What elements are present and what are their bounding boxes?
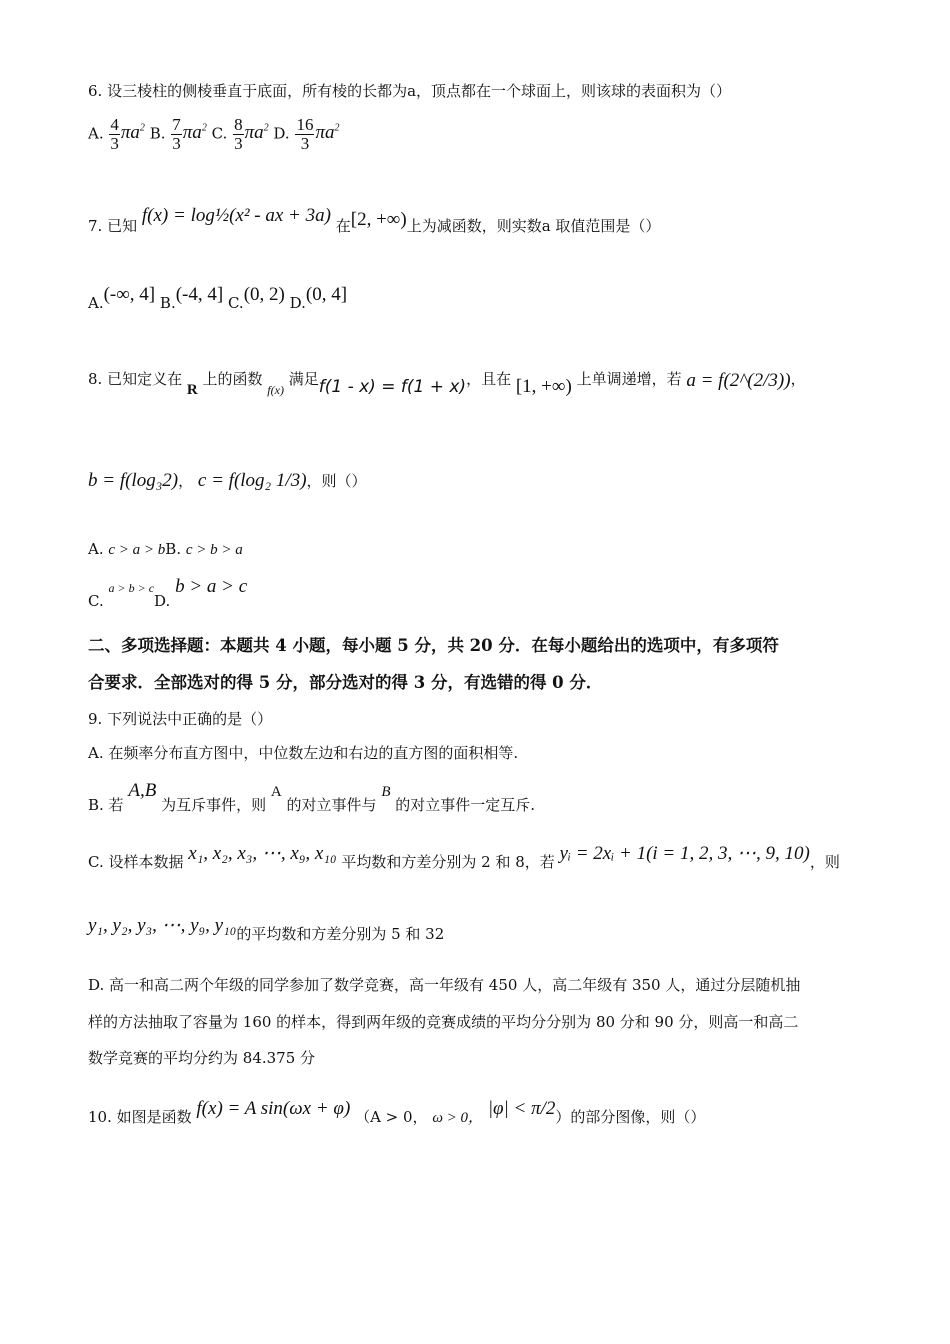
q9-option-c-line2 bbox=[88, 915, 444, 943]
q8-stem-line1: 8. 已知定义在 R 上的函数 $_{f(x)}$ 满足f(1 - x) = f(1 + x)，且在 [1, +∞) 上单调递增，若 a = f(2^(2/3))， bbox=[88, 370, 806, 398]
q8-option-a-label: A. bbox=[88, 540, 104, 558]
q6-option-a-frac: $\frac{4}{3}$ bbox=[110, 115, 119, 153]
q8-option-c-label: C. bbox=[88, 592, 104, 610]
q6-option-b-frac: $\frac{7}{3}$ bbox=[172, 115, 181, 153]
q10-cond-omega: ω > 0， bbox=[432, 1110, 484, 1126]
q8-text6: ，则（） bbox=[306, 472, 367, 490]
q8-c-definition: c = f(log₂ 1/3) bbox=[197, 470, 307, 491]
q7-prefix: 7. 已知 bbox=[88, 217, 138, 235]
q8-options-ab bbox=[88, 540, 243, 559]
section2-line2: 合要求．全部选对的得 5 分，部分选对的得 3 分，有选错的得 0 分． bbox=[88, 673, 603, 692]
q9-option-d-line2: 样的方法抽取了容量为 160 的样本，得到两年级的竞赛成绩的平均分分别为 80 分和 90 分，则高一和高二 bbox=[88, 1013, 799, 1031]
q9-b-prefix: B. 若 bbox=[88, 796, 124, 814]
q7-option-d: (0, 4] bbox=[305, 284, 348, 305]
q9-option-d-line1: D. 高一和高二两个年级的同学参加了数学竞赛，高一年级有 450 人，高二年级有 350 人，通过分层随机抽 bbox=[88, 976, 801, 994]
q8-domain-r: R bbox=[186, 382, 198, 398]
q10-suffix: ）的部分图像，则（） bbox=[555, 1108, 706, 1126]
q9-b-event-b: B bbox=[381, 784, 391, 800]
q6-options: A. $\frac{4}{3}$ $\pi a^2$ B. $\frac{7}{3}$ $\pi a^2$ C. $\frac{8}{3}$ $\pi a^2$ D. $\frac{16}{3}$ $\pi a^2$ bbox=[88, 115, 340, 153]
q8-condition: f(1 - x) = f(1 + x) bbox=[318, 377, 467, 397]
q8-text5: 上单调递增，若 bbox=[576, 370, 682, 388]
q7-option-b-label: B. bbox=[159, 294, 176, 312]
q8-fx: f(x) bbox=[267, 383, 284, 397]
q7-mid: 在 bbox=[335, 217, 351, 235]
q9-option-b bbox=[88, 780, 535, 814]
q10-function: f(x) = A sin(ωx + φ) bbox=[196, 1098, 351, 1119]
q6-option-a-label: A. bbox=[88, 124, 104, 143]
q8-a-definition: a = f(2^(2/3)) bbox=[686, 370, 791, 391]
q8-option-b-label: B. bbox=[165, 540, 182, 558]
q9-b-event-a: A bbox=[270, 784, 282, 800]
q7-interval: [2, +∞) bbox=[350, 209, 407, 230]
section2-line1: 二、多项选择题：本题共 4 小题，每小题 5 分，共 20 分．在每小题给出的选项中，有多项符 bbox=[88, 636, 779, 655]
q8-option-d: b > a > c bbox=[175, 576, 248, 597]
q10-prefix: 10. 如图是函数 bbox=[88, 1108, 192, 1126]
q10-cond-phi: |φ| < π/2 bbox=[487, 1098, 556, 1119]
q8-option-c: a > b > c bbox=[108, 581, 155, 595]
q6-stem: 6. 设三棱柱的侧棱垂直于底面，所有棱的长都为a，顶点都在一个球面上，则该球的表面积为（） bbox=[88, 82, 732, 100]
q7-option-d-label: D. bbox=[289, 294, 306, 312]
q7-function: f(x) = log½(x² - ax + 3a) bbox=[141, 205, 331, 226]
q8-option-a: c > a > b bbox=[108, 542, 166, 558]
q9-option-d-line3: 数学竞赛的平均分约为 84.375 分 bbox=[88, 1049, 316, 1067]
q6-option-b-label: B. bbox=[149, 124, 166, 143]
q8-option-d-label: D. bbox=[154, 592, 171, 610]
q8-text4: ，且在 bbox=[466, 370, 512, 388]
q9-c-prefix: C. 设样本数据 bbox=[88, 853, 184, 871]
q7-option-b: (-4, 4] bbox=[175, 284, 224, 305]
q9-stem: 9. 下列说法中正确的是（） bbox=[88, 710, 273, 728]
q6-option-d-frac: $\frac{16}{3}$ bbox=[296, 115, 314, 153]
q9-c-sample-y: y₁, y₂, y₃, ⋯, y₉, y₁₀ bbox=[88, 915, 237, 936]
q8-options-cd bbox=[88, 576, 247, 610]
q6-option-d-label: D. bbox=[273, 124, 290, 143]
q9-c-suffix: 的平均数和方差分别为 5 和 32 bbox=[236, 925, 445, 943]
q9-c-sample-x: x₁, x₂, x₃, ⋯, x₉, x₁₀ bbox=[188, 843, 337, 864]
q8-text2: 上的函数 bbox=[202, 370, 263, 388]
q7-option-a-label: A. bbox=[88, 294, 104, 312]
q7-option-a: (-∞, 4] bbox=[103, 284, 156, 305]
q9-b-mid1: 为互斥事件，则 bbox=[161, 796, 267, 814]
q9-option-c-line1 bbox=[88, 843, 840, 871]
q9-b-mid2: 的对立事件与 bbox=[286, 796, 377, 814]
q8-text3: 满足 bbox=[288, 370, 319, 388]
q6-option-c-frac: $\frac{8}{3}$ bbox=[234, 115, 243, 153]
q9-c-then: ，则 bbox=[809, 853, 840, 871]
q9-c-transform: yᵢ = 2xᵢ + 1(i = 1, 2, 3, ⋯, 9, 10) bbox=[559, 843, 810, 864]
q8-option-b: c > b > a bbox=[185, 542, 243, 558]
q9-b-suffix: 的对立事件一定互斥. bbox=[395, 796, 536, 814]
q7-options bbox=[88, 284, 347, 312]
q8-stem-line2: b = f(log₃2)， c = f(log₂ 1/3)，则（） bbox=[88, 470, 367, 491]
q6-option-c-label: C. bbox=[211, 124, 228, 143]
q8-interval: [1, +∞) bbox=[515, 376, 572, 397]
q8-prefix: 8. 已知定义在 bbox=[88, 370, 183, 388]
q9-b-events: A,B bbox=[128, 780, 157, 801]
q7-stem bbox=[88, 205, 660, 235]
q7-option-c: (0, 2) bbox=[243, 284, 285, 305]
q10-stem bbox=[88, 1098, 705, 1127]
q7-option-c-label: C. bbox=[227, 294, 244, 312]
q10-cond-a: （A > 0， bbox=[355, 1108, 428, 1126]
q9-option-a: A. 在频率分布直方图中，中位数左边和右边的直方图的面积相等. bbox=[88, 744, 519, 762]
q7-suffix: 上为减函数，则实数a 取值范围是（） bbox=[406, 217, 661, 235]
q9-c-mid: 平均数和方差分别为 2 和 8，若 bbox=[341, 853, 555, 871]
q8-b-definition: b = f(log₃2) bbox=[88, 470, 179, 491]
